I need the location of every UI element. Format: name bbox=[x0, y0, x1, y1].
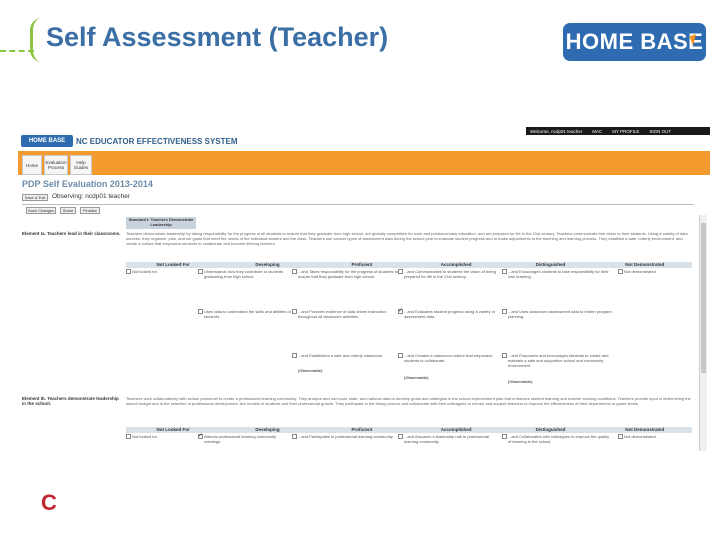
cell-a3-distinguished: ...and Empowers and encourages students to create and maintain a safe and supportive school and community environment. bbox=[508, 353, 609, 368]
top-link-mac[interactable]: MAC bbox=[592, 128, 603, 134]
checkbox-a1-developing[interactable] bbox=[198, 269, 203, 274]
welcome-bar bbox=[526, 127, 710, 135]
save-exit-button[interactable]: Save & Exit bbox=[22, 194, 48, 201]
nav-evaluation-process[interactable]: Evaluation Process bbox=[44, 155, 68, 175]
scrollbar-thumb[interactable] bbox=[701, 223, 706, 373]
cell-a2-distinguished: ...and Uses classroom assessment data to inform program planning. bbox=[508, 309, 612, 319]
checkbox-a1-not-looked[interactable] bbox=[126, 269, 131, 274]
cell-a2-accomplished: ...and Evaluates student progress using a variety of assessment data. bbox=[404, 309, 495, 319]
standard-header: Standard I: Teachers Demonstrate Leadership bbox=[126, 217, 196, 229]
observable-note-distinguished: (Observable) bbox=[508, 379, 533, 384]
checkbox-a2-developing[interactable] bbox=[198, 309, 203, 314]
home-base-logo-text: HOME BASE bbox=[565, 29, 704, 54]
home-base-logo bbox=[563, 23, 706, 61]
element-a-description: Teachers demonstrate leadership by taking responsibility for the progress of all students to ensure that they graduate from high school, are globally competitive for work and postsecondary education, and are prepared for life in the 21st century. Teachers communicate this vision to their students. Using a variety of data sources, they organize, plan, and set goals that meet the needs of the individual student and the class. Teachers use various types of assessment data during the school year to evaluate student progress and to make adjustments to the teaching and learning process. They establish a safe, orderly environment, and create a culture that empowers students to collaborate and become lifelong learners. bbox=[126, 231, 688, 246]
col-not-looked-for: Not Looked For bbox=[156, 262, 190, 267]
cell-a2-proficient: ...and Provides evidence of data driven instruction throughout all classroom activities. bbox=[298, 309, 387, 319]
checkbox-a2-accomplished[interactable] bbox=[398, 309, 403, 314]
checkbox-b1-not-looked[interactable] bbox=[126, 434, 131, 439]
column-header-row-b bbox=[126, 427, 692, 433]
col-b-developing: Developing bbox=[255, 427, 280, 432]
nav-help-guides[interactable]: Help Guides bbox=[70, 155, 92, 175]
slide-title: Self Assessment (Teacher) bbox=[46, 22, 389, 52]
slide-dash-accent bbox=[0, 50, 34, 52]
finalize-button[interactable]: Finalize bbox=[80, 207, 100, 214]
system-name: NC EDUCATOR EFFECTIVENESS SYSTEM bbox=[76, 137, 238, 146]
cell-b1-not-looked: Not looked for. bbox=[132, 434, 158, 439]
checkbox-b1-accomplished[interactable] bbox=[398, 434, 403, 439]
slide-bracket-accent bbox=[30, 18, 47, 62]
checkbox-a1-distinguished[interactable] bbox=[502, 269, 507, 274]
top-link-my-profile[interactable]: MY PROFILE bbox=[612, 128, 640, 134]
checkbox-b1-distinguished[interactable] bbox=[502, 434, 507, 439]
cell-a2-developing: Uses data to understand the skills and abilities of students. bbox=[204, 309, 291, 319]
element-b-description: Teachers work collaboratively with school personnel to create a professional learning community. They analyze and use local, state, and national data to develop goals and strategies in the school improvement plan that enhances student learning and teacher working conditions. Teachers provide input in determining the school budget and in the selection of professional development. Are models of students and their professional growth. They participate in the hiring process and collaborate with their colleagues to mentor and support teachers to improve the effectiveness of their departments or grade levels. bbox=[126, 396, 691, 406]
col-b-not-looked-for: Not Looked For bbox=[156, 427, 190, 432]
element-b-label: Element Ib. Teachers demonstrate leadership in the school. bbox=[22, 396, 119, 406]
nav-home[interactable]: Home bbox=[22, 155, 42, 175]
checkbox-b1-not-demonstrated[interactable] bbox=[618, 434, 623, 439]
slide-footer-letter: C bbox=[41, 490, 57, 515]
cell-b1-developing: Attends professional learning community meetings. bbox=[204, 434, 277, 444]
checkbox-a1-accomplished[interactable] bbox=[398, 269, 403, 274]
observing-label: Observing: ncdp01 teacher bbox=[52, 193, 131, 200]
cell-a1-proficient: ...and Takes responsibility for the progress of students to ensure that they graduate from high school. bbox=[298, 269, 398, 279]
checkbox-b1-developing[interactable] bbox=[198, 434, 203, 439]
cell-a1-not-demonstrated: Not demonstrated. bbox=[624, 269, 657, 274]
checkbox-a3-accomplished[interactable] bbox=[398, 353, 403, 358]
welcome-text: Welcome, ncdp01 teacher bbox=[530, 128, 583, 134]
cell-b1-accomplished: ...and Assumes a leadership role in professional learning community. bbox=[404, 434, 489, 444]
col-proficient: Proficient bbox=[351, 262, 373, 267]
element-a-label: Element Ia. Teachers lead in their classrooms. bbox=[22, 231, 121, 236]
observable-note-accomplished: (Observable) bbox=[404, 375, 429, 380]
checkbox-a3-distinguished[interactable] bbox=[502, 353, 507, 358]
checkbox-a1-proficient[interactable] bbox=[292, 269, 297, 274]
cell-b1-not-demonstrated: Not demonstrated. bbox=[624, 434, 657, 439]
top-link-sign-out[interactable]: SIGN OUT bbox=[649, 128, 672, 134]
embedded-screenshot bbox=[18, 123, 710, 454]
cell-a3-accomplished: ...and Creates a classroom culture that empowers students to collaborate. bbox=[404, 353, 493, 363]
page-title: PDP Self Evaluation 2013-2014 bbox=[22, 179, 153, 189]
share-button[interactable]: Share bbox=[60, 207, 76, 214]
col-not-demonstrated: Not Demonstrated bbox=[625, 262, 665, 267]
nav-bar bbox=[18, 151, 710, 175]
col-accomplished: Accomplished bbox=[440, 262, 472, 267]
checkbox-b1-proficient[interactable] bbox=[292, 434, 297, 439]
app-logo[interactable]: HOME BASE bbox=[21, 135, 73, 147]
cell-a3-proficient: ...and Establishes a safe and orderly classroom. bbox=[298, 353, 384, 358]
col-distinguished: Distinguished bbox=[535, 262, 566, 267]
checkbox-a2-proficient[interactable] bbox=[292, 309, 297, 314]
divider bbox=[22, 204, 694, 205]
col-b-proficient: Proficient bbox=[351, 427, 373, 432]
col-developing: Developing bbox=[255, 262, 280, 267]
app-topbar bbox=[18, 123, 710, 151]
cell-b1-proficient: ...and Participates in professional learning community. bbox=[298, 434, 394, 439]
checkbox-a3-proficient[interactable] bbox=[292, 353, 297, 358]
col-b-not-demonstrated: Not Demonstrated bbox=[625, 427, 665, 432]
observable-note-proficient: (Observable) bbox=[298, 368, 323, 373]
col-b-distinguished: Distinguished bbox=[535, 427, 566, 432]
checkbox-a1-not-demonstrated[interactable] bbox=[618, 269, 623, 274]
col-b-accomplished: Accomplished bbox=[440, 427, 472, 432]
cell-a1-developing: Understands how they contribute to students graduating from high school. bbox=[204, 269, 284, 279]
save-changes-button[interactable]: Save Changes bbox=[27, 208, 55, 213]
cell-a1-distinguished: ...and Encourages students to take responsibility for their own learning. bbox=[508, 269, 609, 279]
cell-b1-distinguished: ...and Collaborates with colleagues to improve the quality of learning in the school. bbox=[508, 434, 610, 444]
vertical-scrollbar[interactable] bbox=[699, 215, 707, 451]
checkbox-a2-distinguished[interactable] bbox=[502, 309, 507, 314]
cell-a1-not-looked: Not looked for. bbox=[132, 269, 158, 274]
column-header-row-a bbox=[126, 262, 692, 268]
cell-a1-accomplished: ...and Communicates to students the vision of being prepared for life in the 21st century. bbox=[404, 269, 496, 279]
